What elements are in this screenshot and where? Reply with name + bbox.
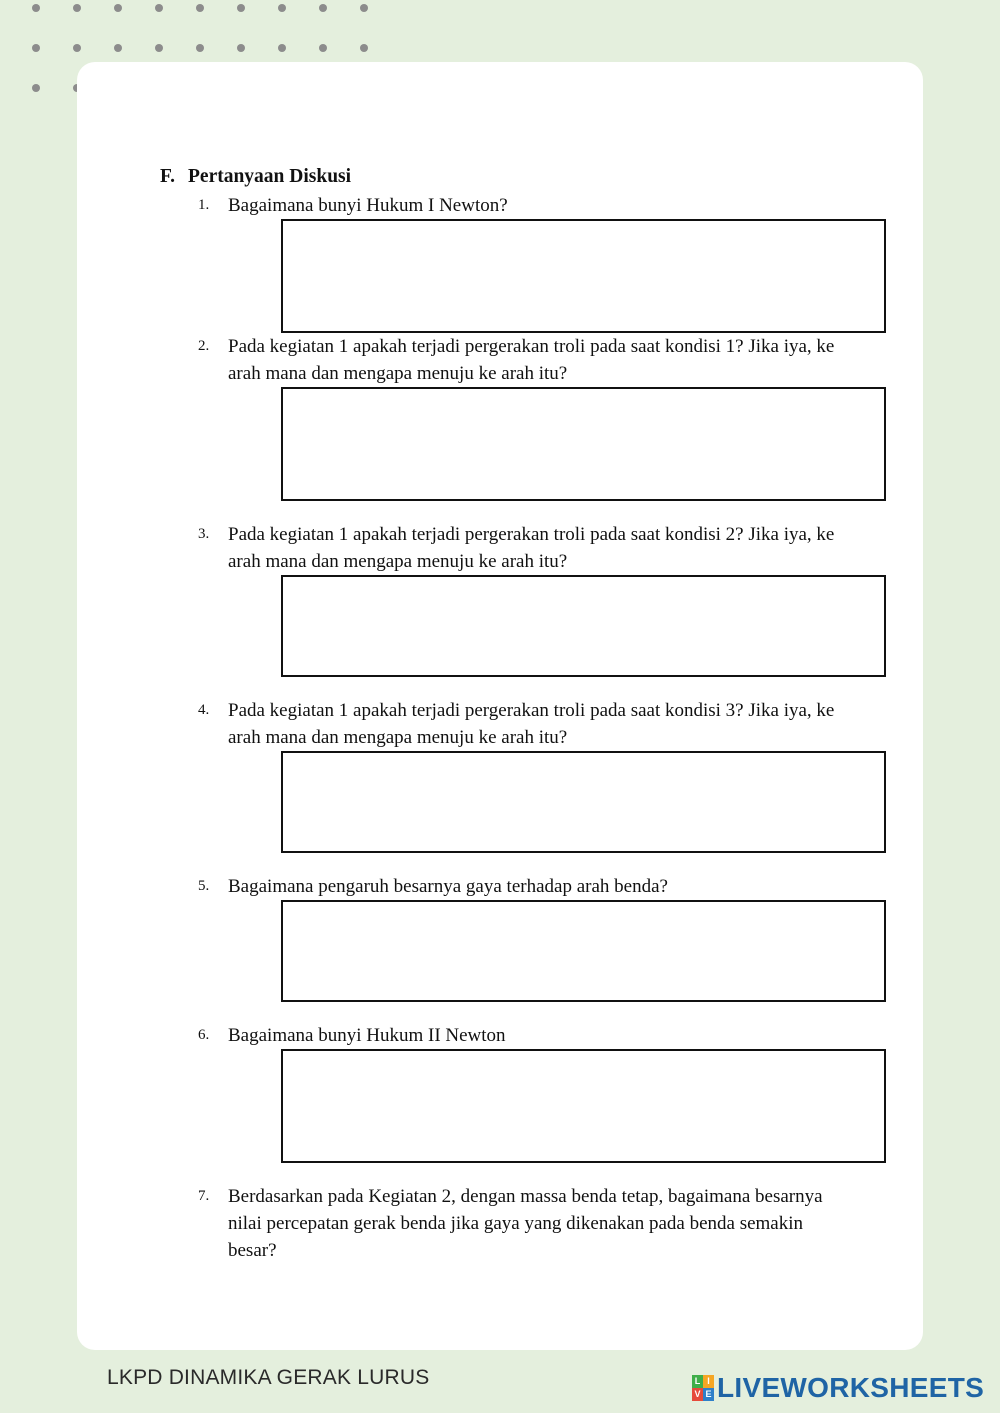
- question-text: Pada kegiatan 1 apakah terjadi pergerakan troli pada saat kondisi 1? Jika iya, ke arah mana dan mengapa menuju ke arah itu?: [228, 336, 835, 384]
- question-text: Bagaimana pengaruh besarnya gaya terhadap arah benda?: [228, 876, 668, 897]
- answer-box-3[interactable]: [281, 575, 886, 677]
- section-letter: F.: [160, 166, 175, 187]
- question-number: 4.: [198, 702, 210, 718]
- section-title: Pertanyaan Diskusi: [188, 166, 352, 187]
- question-5: [198, 873, 878, 900]
- question-number: 2.: [198, 338, 210, 354]
- question-3: [198, 521, 862, 575]
- brand-name: LIVEWORKSHEETS: [717, 1372, 985, 1403]
- question-number: 7.: [198, 1188, 210, 1204]
- section-heading: [160, 166, 351, 188]
- answer-box-2[interactable]: [281, 387, 886, 501]
- answer-box-6[interactable]: [281, 1049, 886, 1163]
- liveworksheets-icon: L I V E: [692, 1375, 714, 1401]
- question-text: Bagaimana bunyi Hukum II Newton: [228, 1025, 506, 1046]
- question-number: 1.: [198, 197, 210, 213]
- question-number: 5.: [198, 878, 210, 894]
- question-text: Bagaimana bunyi Hukum I Newton?: [228, 195, 508, 216]
- footer-title: LKPD DINAMIKA GERAK LURUS: [107, 1366, 430, 1389]
- liveworksheets-logo[interactable]: [692, 1372, 984, 1404]
- question-4: [198, 697, 858, 751]
- answer-box-1[interactable]: [281, 219, 886, 333]
- question-number: 3.: [198, 526, 210, 542]
- question-6: [198, 1022, 878, 1049]
- question-number: 6.: [198, 1027, 210, 1043]
- question-text: Berdasarkan pada Kegiatan 2, dengan massa benda tetap, bagaimana besarnya nilai percepatan gerak benda jika gaya yang dikenakan pada benda semakin besar?: [228, 1186, 823, 1261]
- question-text: Pada kegiatan 1 apakah terjadi pergerakan troli pada saat kondisi 3? Jika iya, ke arah mana dan mengapa menuju ke arah itu?: [228, 700, 835, 748]
- question-text: Pada kegiatan 1 apakah terjadi pergerakan troli pada saat kondisi 2? Jika iya, ke arah mana dan mengapa menuju ke arah itu?: [228, 524, 835, 572]
- answer-box-5[interactable]: [281, 900, 886, 1002]
- answer-box-4[interactable]: [281, 751, 886, 853]
- question-2: [198, 333, 858, 387]
- question-7: [198, 1183, 838, 1264]
- question-1: [198, 192, 878, 219]
